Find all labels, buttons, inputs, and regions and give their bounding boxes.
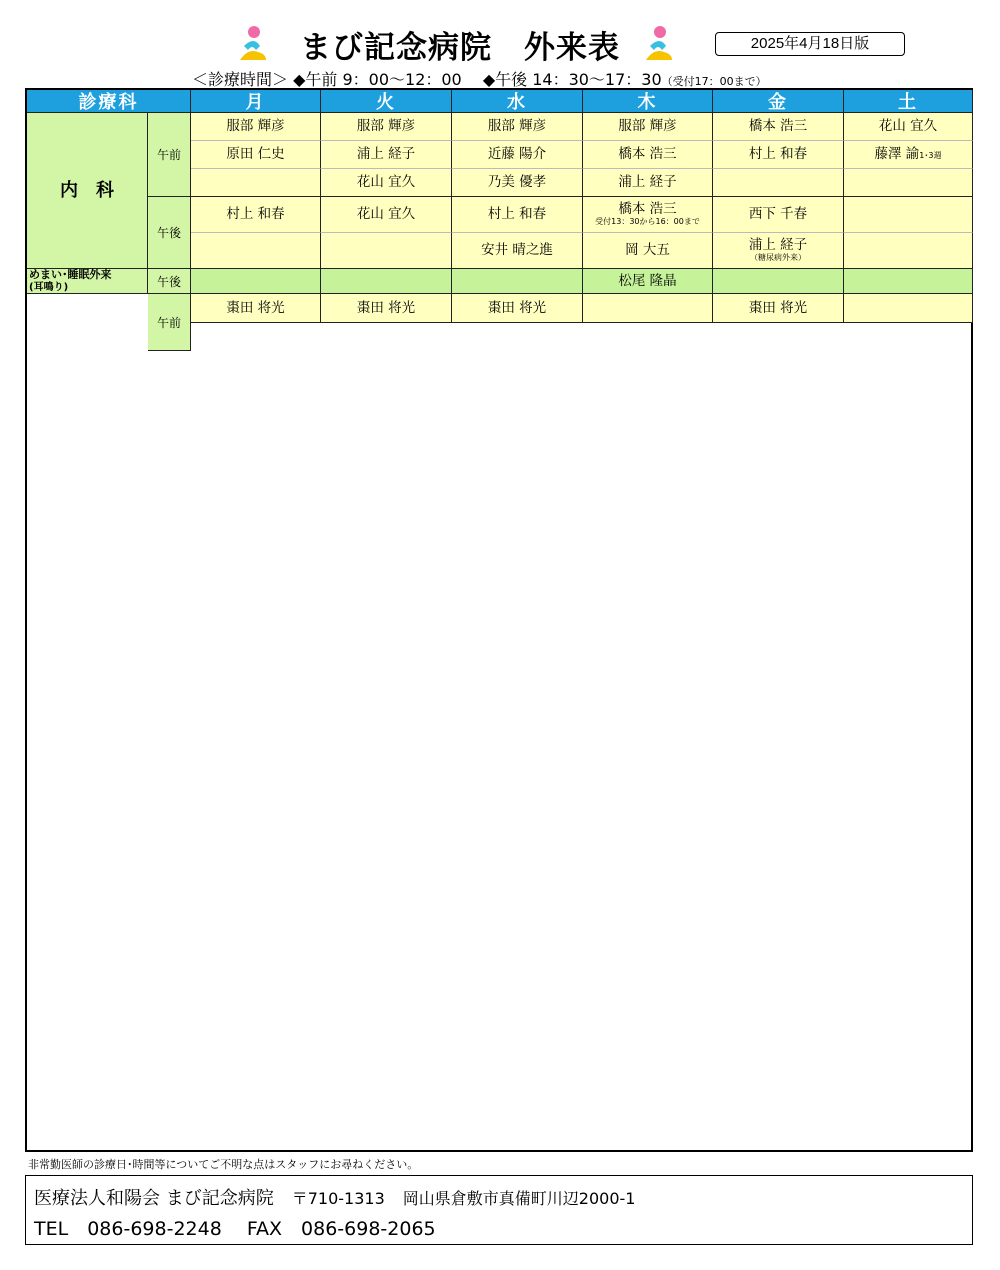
schedule-cell <box>452 141 583 169</box>
doctor-name: 服部 輝彦 <box>487 118 547 135</box>
consultation-hours <box>192 67 767 90</box>
doctor-entry <box>879 119 937 134</box>
doctor-entry <box>226 119 284 134</box>
doctor-entry <box>618 202 676 217</box>
doctor-entry <box>488 301 546 316</box>
doctor-entry <box>749 207 807 222</box>
doctor-entry <box>226 301 284 316</box>
doctor-name: 藤澤 諭 <box>874 146 920 163</box>
doctor-name: 村上 和春 <box>226 206 285 223</box>
day-header-label: 木 <box>637 92 658 113</box>
doctor-entry <box>749 119 807 134</box>
dept-name-line: めまい･睡眠外来 <box>29 268 112 282</box>
doctor-name: 浦上 経子 <box>618 174 677 191</box>
schedule-cell <box>583 113 713 141</box>
edition-date: 2025年4月18日版 <box>715 32 905 56</box>
doctor-name: 橋本 浩三 <box>618 201 677 218</box>
day-header-label: 土 <box>898 92 918 113</box>
schedule-cell <box>713 233 844 269</box>
session-label-text: 午前 <box>156 315 181 330</box>
doctor-entry <box>488 207 546 222</box>
schedule-cell <box>452 113 583 141</box>
doctor-name: 安井 晴之進 <box>481 242 553 259</box>
doctor-entry <box>357 147 415 162</box>
schedule-cell <box>583 169 713 197</box>
doctor-entry <box>488 175 546 190</box>
schedule-cell <box>191 269 321 294</box>
doctor-entry <box>618 119 676 134</box>
doctor-name: 服部 輝彦 <box>226 118 285 135</box>
doctor-entry <box>749 238 807 253</box>
page-title: まび記念病院 外来表 <box>300 30 620 66</box>
doctor-name: 乃美 優孝 <box>487 174 547 191</box>
doctor-entry <box>357 119 415 134</box>
hospital-contact-box <box>25 1175 973 1245</box>
doctor-name: 棗田 将光 <box>356 299 416 316</box>
day-header <box>713 90 844 113</box>
doctor-name: 橋本 浩三 <box>618 146 677 163</box>
schedule-cell <box>191 141 321 169</box>
schedule-cell <box>583 197 713 233</box>
doctor-name: 棗田 将光 <box>226 299 285 316</box>
schedule-cell <box>321 169 452 197</box>
footnote: 非常勤医師の診療日･時間等についてご不明な点はスタッフにお尋ねください。 <box>28 1158 419 1171</box>
day-header <box>321 90 452 113</box>
dept-header-label: 診療科 <box>78 92 139 113</box>
schedule-cell <box>452 294 583 323</box>
schedule-note: （糖尿病外来） <box>750 253 806 263</box>
doctor-name: 服部 輝彦 <box>356 118 416 135</box>
schedule-cell <box>844 269 973 294</box>
doctor-name: 棗田 将光 <box>748 299 808 316</box>
session-label-text: 午後 <box>156 226 181 240</box>
schedule-cell <box>191 113 321 141</box>
doctor-name: 西下 千春 <box>748 206 808 223</box>
doctor-name: 橋本 浩三 <box>748 118 808 135</box>
schedule-cell <box>583 141 713 169</box>
doctor-entry <box>357 175 415 190</box>
doctor-entry <box>226 147 284 162</box>
week-note: 1･3週 <box>919 151 942 161</box>
doctor-name: 近藤 陽介 <box>487 146 547 163</box>
day-header-label: 水 <box>507 92 527 113</box>
schedule-cell <box>452 197 583 233</box>
schedule-cell <box>844 197 973 233</box>
schedule-cell <box>452 169 583 197</box>
schedule-cell <box>583 269 713 294</box>
hospital-phone-fax: TEL 086-698-2248 FAX 086-698-2065 <box>34 1218 436 1240</box>
schedule-cell <box>844 233 973 269</box>
family-logo-icon <box>238 26 268 62</box>
doctor-name: 浦上 経子 <box>748 237 808 254</box>
hours-reception-note: （受付17：00まで） <box>661 75 767 88</box>
schedule-cell <box>452 269 583 294</box>
schedule-cell <box>844 113 973 141</box>
schedule-cell <box>713 197 844 233</box>
schedule-cell <box>713 269 844 294</box>
schedule-cell <box>191 294 321 323</box>
doctor-name: 浦上 経子 <box>356 146 416 163</box>
doctor-entry <box>481 243 553 258</box>
doctor-name: 村上 和春 <box>748 146 808 163</box>
doctor-name: 花山 宜久 <box>878 118 938 135</box>
doctor-entry <box>226 207 284 222</box>
session-label <box>148 197 191 269</box>
doctor-entry <box>625 243 670 258</box>
doctor-entry <box>488 119 546 134</box>
doctor-entry <box>875 147 942 162</box>
schedule-cell <box>713 169 844 197</box>
schedule-cell <box>844 294 973 323</box>
doctor-name: 花山 宜久 <box>356 174 416 191</box>
page-header <box>0 0 1000 90</box>
schedule-cell <box>191 169 321 197</box>
dept-name-line: (耳鳴り) <box>29 281 69 293</box>
dept-name-line: 内 科 <box>60 179 114 201</box>
hospital-name: 医療法人和陽会 まび記念病院 <box>34 1188 274 1209</box>
doctor-entry <box>488 147 546 162</box>
day-header <box>191 90 321 113</box>
session-label <box>148 294 191 351</box>
session-label <box>148 269 191 294</box>
schedule-cell <box>713 294 844 323</box>
hospital-address: 岡山県倉敷市真備町川辺2000-1 <box>402 1189 636 1208</box>
outpatient-schedule-table <box>25 88 973 1152</box>
day-header-label: 火 <box>376 92 396 113</box>
day-header <box>583 90 713 113</box>
session-label-text: 午前 <box>156 148 181 162</box>
dept-name <box>27 269 148 294</box>
doctor-name: 村上 和春 <box>487 206 547 223</box>
session-label-text: 午後 <box>156 274 181 289</box>
dept-column-header <box>27 90 191 113</box>
schedule-cell <box>583 294 713 323</box>
schedule-cell <box>844 141 973 169</box>
doctor-entry <box>357 207 415 222</box>
doctor-name: 岡 大五 <box>625 242 670 259</box>
schedule-cell <box>321 113 452 141</box>
doctor-name: 服部 輝彦 <box>618 118 677 135</box>
doctor-name: 原田 仁史 <box>226 146 285 163</box>
day-header <box>844 90 973 113</box>
hours-main: ＜診療時間＞ ◆午前 9：00〜12：00 ◆午後 14：30〜17：30 <box>192 70 662 89</box>
doctor-entry <box>749 147 807 162</box>
schedule-note: 受付13：30から16：00まで <box>595 217 700 227</box>
day-header-label: 月 <box>245 92 266 113</box>
schedule-cell <box>844 169 973 197</box>
doctor-name: 花山 宜久 <box>356 206 416 223</box>
day-header <box>452 90 583 113</box>
dept-name <box>27 113 148 269</box>
hospital-address-line <box>34 1184 635 1210</box>
schedule-cell <box>191 197 321 233</box>
doctor-entry <box>357 301 415 316</box>
doctor-entry <box>618 175 676 190</box>
schedule-cell <box>321 141 452 169</box>
schedule-cell <box>583 233 713 269</box>
schedule-cell <box>713 141 844 169</box>
doctor-entry <box>749 301 807 316</box>
doctor-name: 松尾 隆晶 <box>618 272 677 289</box>
day-header-label: 金 <box>768 92 788 113</box>
schedule-cell <box>191 233 321 269</box>
schedule-cell <box>713 113 844 141</box>
schedule-cell <box>321 269 452 294</box>
session-label <box>148 113 191 197</box>
schedule-cell <box>321 294 452 323</box>
schedule-cell <box>452 233 583 269</box>
doctor-name: 棗田 将光 <box>487 299 547 316</box>
postal-code: 〒710-1313 <box>291 1189 385 1208</box>
family-logo-icon <box>644 26 674 62</box>
schedule-cell <box>321 197 452 233</box>
schedule-cell <box>321 233 452 269</box>
doctor-entry <box>618 274 676 289</box>
doctor-entry <box>618 147 676 162</box>
